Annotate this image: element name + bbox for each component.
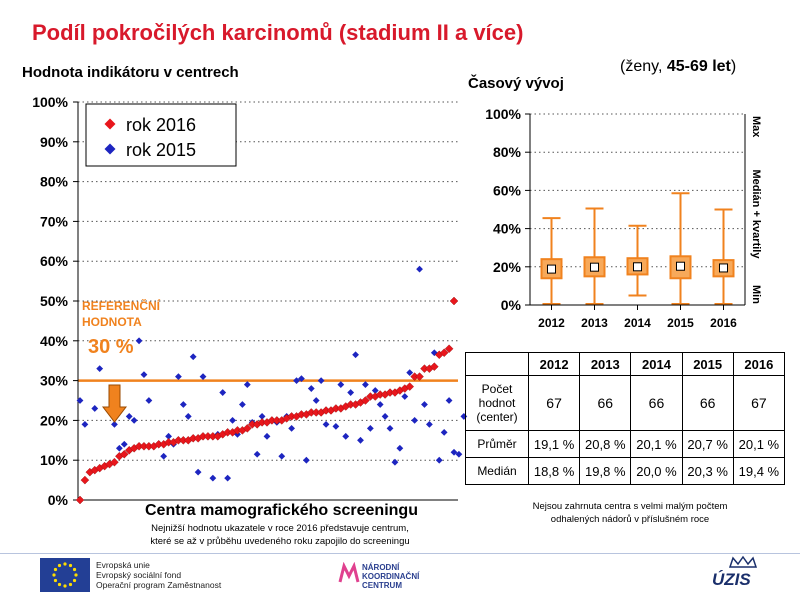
point-2015 [185,413,192,420]
median-marker [634,263,642,271]
population-suffix: ) [730,58,737,75]
table-header-row [466,353,785,376]
scatter-chart [0,80,470,510]
eu-logo-text [96,560,221,590]
row-label-count [466,376,529,431]
stats-table [465,352,785,485]
eu-line2: Evropský sociální fond [96,570,182,580]
scatter-x-label: Centra mamografického screeningu [145,502,418,519]
point-2015 [411,417,418,424]
point-2015 [264,433,271,440]
point-2016 [81,476,89,484]
y-tick-label: 40% [39,332,68,349]
point-2015 [82,421,89,428]
point-2015 [91,405,98,412]
timeline-title: Časový vývoj [468,75,564,92]
point-2015 [382,413,389,420]
x-tick-label: 2014 [624,316,651,330]
point-2015 [426,421,433,428]
scatter-title: Hodnota indikátoru v centrech [22,64,239,81]
legend-label-2016: rok 2016 [126,115,197,135]
point-2015 [190,353,197,360]
table-footnote-line1: Nejsou zahrnuta centra s velmi malým počtem [532,501,728,512]
y-tick-label: 50% [39,293,68,309]
reference-arrow [103,385,126,422]
population-note [620,58,736,76]
point-2015 [141,371,148,378]
page-title: Podíl pokročilých karcinomů (stadium II a více) [32,20,524,45]
table-footnote-line2: odhalených nádorů v příslušném roce [550,514,710,525]
y-tick-label: 60% [492,182,521,199]
y-tick-label: 10% [39,452,68,469]
table-col-2015: 2015 [682,353,733,376]
point-2015 [323,421,330,428]
point-2015 [195,469,202,476]
table-col-2013: 2013 [580,353,631,376]
point-2015 [160,453,167,460]
point-2015 [136,337,143,344]
point-2015 [239,401,246,408]
point-2015 [347,389,354,396]
y-tick-label: 60% [39,253,68,270]
legend-label-2015: rok 2015 [126,140,197,160]
point-2015 [337,381,344,388]
point-2015 [387,425,394,432]
eu-line1: Evropská unie [96,560,150,570]
reference-label-line1: REFERENČNÍ [82,299,161,313]
y-tick-label: 20% [39,412,68,429]
point-2015 [352,351,359,358]
point-2015 [441,429,448,436]
table-cell: 19,1 % [529,431,580,458]
y-tick-label: 100% [485,106,521,122]
y-tick-label: 40% [492,220,521,237]
table-row [466,376,785,431]
eu-star [54,568,57,571]
point-2015 [180,401,187,408]
median-marker [591,263,599,271]
point-2015 [288,425,295,432]
point-2015 [145,397,152,404]
nkc-line2: KOORDINAČNÍ [362,572,420,581]
right-axis-label: Min [750,285,762,304]
y-tick-label: 80% [39,173,68,190]
point-2015 [416,266,423,273]
x-tick-label: 2012 [538,316,565,330]
point-2015 [401,393,408,400]
table-cell: 20,1 % [733,431,784,458]
point-2015 [446,397,453,404]
nkc-logo-icon [338,562,360,586]
point-2015 [362,381,369,388]
point-2015 [367,425,374,432]
x-tick-label: 2013 [581,316,608,330]
table-col-2012: 2012 [529,353,580,376]
table-row [466,431,785,458]
point-2015 [224,475,231,482]
y-tick-label: 0% [47,492,68,508]
eu-star [73,579,76,582]
table-corner [466,353,529,376]
table-cell: 20,8 % [580,431,631,458]
point-2016 [450,297,458,305]
point-2015 [396,445,403,452]
row-label-count-line2: hodnot [478,396,516,410]
table-cell: 18,8 % [529,458,580,485]
y-tick-label: 0% [500,297,521,313]
table-cell: 19,8 % [580,458,631,485]
point-2015 [342,433,349,440]
point-2016 [76,496,84,504]
row-label-count-line3: (center) [476,410,518,424]
table-cell: 19,4 % [733,458,784,485]
point-2015 [209,475,216,482]
row-label-median: Medián [466,458,529,485]
boxplot-boxes [542,193,734,304]
point-2015 [332,423,339,430]
table-cell: 20,3 % [682,458,733,485]
scatter-footnote [120,522,440,548]
point-2015 [116,445,123,452]
point-2015 [96,365,103,372]
table-cell: 20,1 % [631,431,682,458]
point-2015 [318,377,325,384]
eu-flag-icon [40,558,90,592]
eu-star [63,584,66,587]
median-marker [548,265,556,273]
eu-star [63,562,66,565]
boxplot-axes [485,106,762,330]
point-2015 [278,453,285,460]
y-tick-label: 90% [39,133,68,150]
point-2015 [254,451,261,458]
point-2015 [219,389,226,396]
x-tick-label: 2016 [710,316,737,330]
point-2015 [357,437,364,444]
eu-star [73,568,76,571]
point-2015 [377,401,384,408]
nkc-line3: CENTRUM [362,581,402,590]
table-cell: 66 [682,376,733,431]
table-col-2014: 2014 [631,353,682,376]
point-2015 [126,413,133,420]
nkc-logo-text [362,563,419,590]
uzis-crown-icon [728,555,758,569]
scatter-legend [86,104,236,166]
point-2015 [131,417,138,424]
eu-star [58,583,61,586]
eu-star [52,573,55,576]
point-2015 [200,373,207,380]
y-tick-label: 30% [39,372,68,389]
eu-star [54,579,57,582]
right-axis-label: Medián + kvartily [750,169,762,259]
median-marker [677,262,685,270]
population-age: 45-69 let [666,58,731,75]
y-tick-label: 100% [32,94,68,110]
down-arrow-icon [103,385,126,422]
footer-divider [0,553,800,554]
row-label-count-line1: Počet [481,382,513,396]
boxplot-chart [470,100,770,340]
nkc-line1: NÁRODNÍ [362,563,400,572]
point-2015 [229,417,236,424]
table-cell: 20,0 % [631,458,682,485]
eu-star [69,583,72,586]
reference-label-line2: HODNOTA [82,315,142,329]
x-tick-label: 2015 [667,316,694,330]
right-axis-label: Max [750,116,762,138]
reference-label [82,298,160,330]
scatter-footnote-line1: Nejnižší hodnotu ukazatele v roce 2016 představuje centrum, [151,523,409,534]
median-marker [720,264,728,272]
point-2015 [175,373,182,380]
table-cell: 66 [580,376,631,431]
point-2015 [436,457,443,464]
y-tick-label: 80% [492,144,521,161]
table-footnote [470,500,790,526]
point-2015 [313,397,320,404]
point-2015 [303,457,310,464]
uzis-logo: ÚZIS [712,570,751,589]
table-col-2016: 2016 [733,353,784,376]
point-2015 [121,441,128,448]
reference-value: 30 % [88,336,134,358]
point-2015 [308,385,315,392]
y-tick-label: 70% [39,213,68,230]
scatter-footnote-line2: které se až v průběhu uvedeného roku zapojilo do screeningu [150,536,410,547]
eu-star [69,564,72,567]
y-tick-label: 20% [492,258,521,275]
row-label-mean: Průměr [466,431,529,458]
table-cell: 66 [631,376,682,431]
point-2015 [244,381,251,388]
population-prefix: (ženy, [620,58,667,75]
table-row [466,458,785,485]
eu-star [74,573,77,576]
point-2015 [421,401,428,408]
table-cell: 67 [733,376,784,431]
point-2015 [392,459,399,466]
eu-star [58,564,61,567]
table-cell: 67 [529,376,580,431]
eu-line3: Operační program Zaměstnanost [96,580,222,590]
table-cell: 20,7 % [682,431,733,458]
